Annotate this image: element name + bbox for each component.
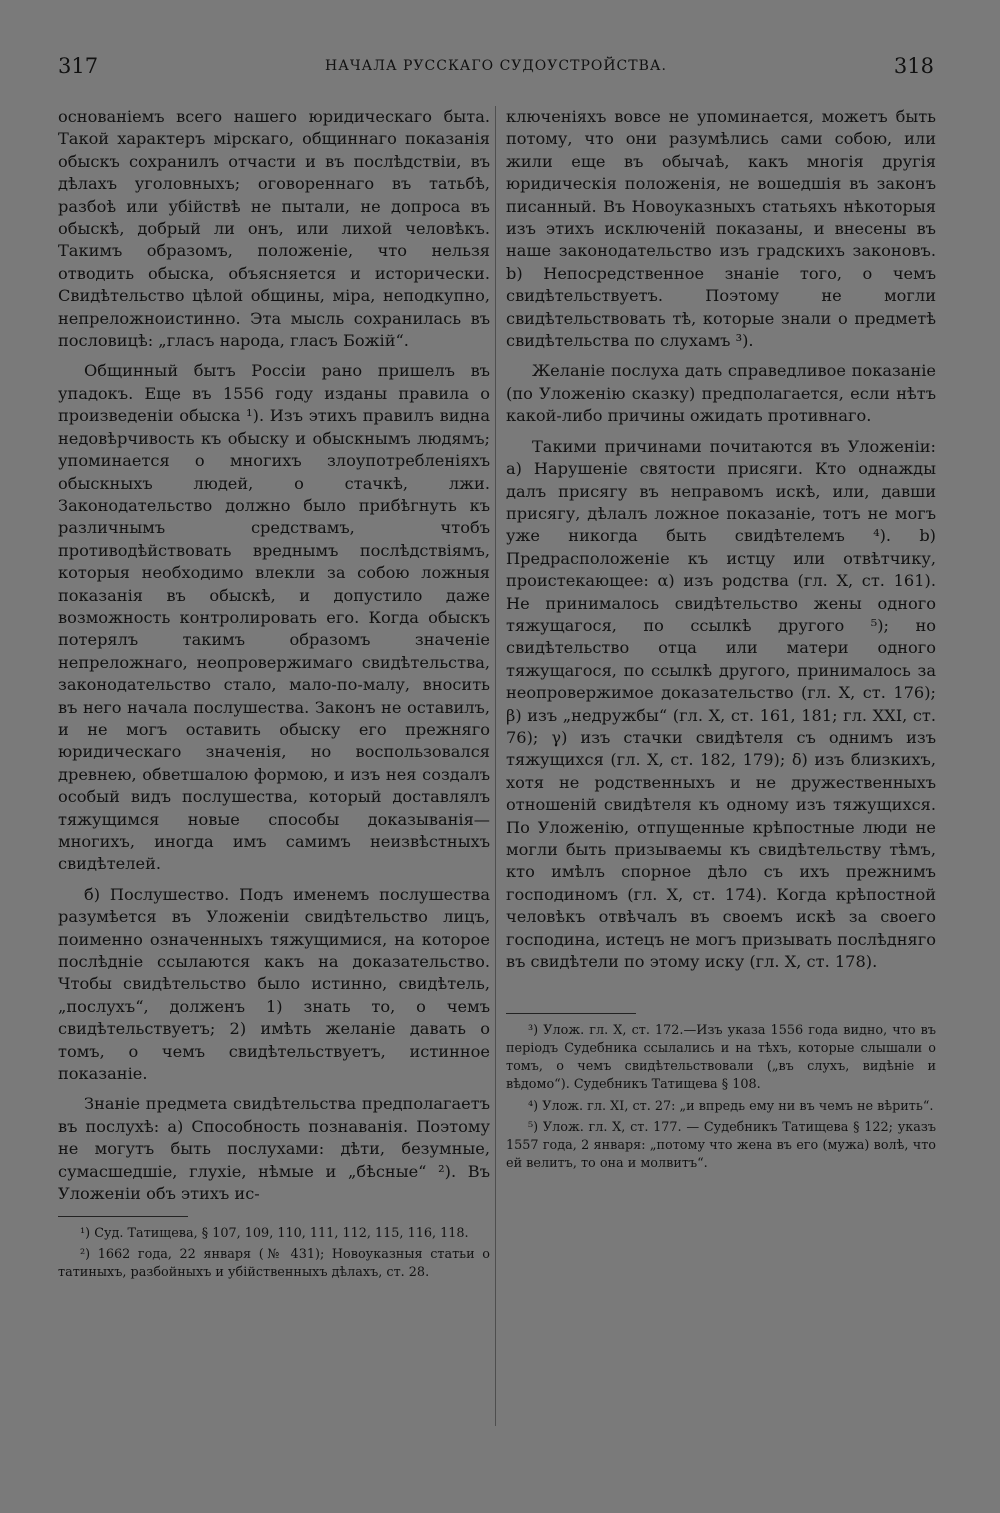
paragraph: ключеніяхъ вовсе не упоминается, можетъ быть потому, что они разумѣлись сами собою, или жили еще въ обычаѣ, какъ многія другія юридическія положенія, не вошедшія въ законъ писанный. Въ Новоуказныхъ статьяхъ нѣкоторыя изъ этихъ исключеній показаны, и внесены въ наше законодательство изъ градскихъ законовъ. b) Непосредственное знаніе того, о чемъ свидѣтельствуетъ. Поэтому не могли свидѣтельствовать тѣ, которые знали о предметѣ свидѣтельства по слухамъ ³).: [506, 107, 936, 351]
paragraph: Такими причинами почитаются въ Уложеніи: а) Нарушеніе святости присяги. Кто однажды далъ присягу въ неправомъ искѣ, или, давши присягу, дѣлалъ ложное показаніе, тотъ не могъ уже никогда быть свидѣтелемъ ⁴). b) Предрасположеніе къ истцу или отвѣтчику, проистекающее: α) изъ родства (гл. X, ст. 161). Не принималось свидѣтельство жены одного тяжущагося, по ссылкѣ другого ⁵); но свидѣтельство отца или матери одного тяжущагося, по ссылкѣ другого, принималось за неопровержимое доказательство (гл. X, ст. 176); β) изъ „недружбы“ (гл. X, ст. 161, 181; гл. XXI, ст. 76); γ) изъ стачки свидѣтеля съ однимъ изъ тяжущихся (гл. X, ст. 182, 179); δ) изъ близкихъ, хотя не родственныхъ и не дружественныхъ отношеній свидѣтеля къ одному изъ тяжущихся. По Уложенію, отпущенные крѣпостные люди не могли быть призываемы къ свидѣтельству тѣмъ, кто имѣлъ спорное дѣло съ ихъ прежнимъ господиномъ (гл. X, ст. 174). Когда крѣпостной человѣкъ отвѣчалъ въ своемъ искѣ за своего господина, истецъ не могъ призывать послѣдняго въ свидѣтели по этому иску (гл. X, ст. 178).: [506, 436, 936, 972]
paragraph: Знаніе предмета свидѣтельства предполагаетъ въ послухѣ: а) Способность познаванія. Поэтому не могутъ быть послухами: дѣти, безумные, сумасшедшіе, глухіе, нѣмые и „бѣсные“ ²). Въ Уложеніи объ этихъ ис-: [58, 1094, 490, 1204]
footnote-rule: [506, 1013, 636, 1014]
left-column: [58, 106, 490, 1286]
running-title: НАЧАЛА РУССКАГО СУДОУСТРОЙСТВА.: [325, 58, 667, 74]
right-page-number: 318: [893, 54, 934, 78]
right-column: [506, 106, 936, 1177]
footnote: ⁵) Улож. гл. X, ст. 177. — Судебникъ Татищева § 122; указъ 1557 года, 2 января: „потому что жена въ его (мужа) волѣ, что ей велитъ, то она и молвитъ“.: [506, 1120, 936, 1172]
footnote: ¹) Суд. Татищева, § 107, 109, 110, 111, 112, 115, 116, 118.: [80, 1225, 469, 1241]
footnote: ²) 1662 года, 22 января (№ 431); Новоуказныя статьи о татиныхъ, разбойныхъ и убійственныхъ дѣлахъ, ст. 28.: [58, 1247, 490, 1281]
footnote-rule: [58, 1216, 188, 1217]
page-header: [58, 54, 934, 84]
paragraph: Желаніе послуха дать справедливое показаніе (по Уложенію сказку) предполагается, если нѣтъ какой-либо причины ожидать противнаго.: [506, 361, 936, 426]
footnote: ⁴) Улож. гл. XI, ст. 27: „и впредь ему ни въ чемъ не вѣрить“.: [528, 1098, 934, 1114]
paragraph: б) Послушество. Подъ именемъ послушества разумѣется въ Уложеніи свидѣтельство лицъ, поименно означенныхъ тяжущимися, на которое послѣдніе ссылаются какъ на доказательство. Чтобы свидѣтельство было истинно, свидѣтель, „послухъ“, долженъ 1) знать то, о чемъ свидѣтельствуетъ; 2) имѣть желаніе давать о томъ, о чемъ свидѣтельствуетъ, истинное показаніе.: [58, 884, 490, 1084]
paragraph: основаніемъ всего нашего юридическаго быта. Такой характеръ мірскаго, общиннаго показанія обыскъ сохранилъ отчасти и въ послѣдствіи, въ дѣлахъ уголовныхъ; оговореннаго въ татьбѣ, разбоѣ или убійствѣ не пытали, не допроса въ обыскѣ, добрый ли онъ, или лихой человѣкъ. Такимъ образомъ, положеніе, что нельзя отводить обыска, объясняется и исторически. Свидѣтельство цѣлой общины, міра, неподкупно, непреложноистинно. Эта мысль сохранилась въ пословицѣ: „гласъ народа, гласъ Божій“.: [58, 107, 490, 351]
paragraph: Общинный бытъ Россіи рано пришелъ въ упадокъ. Еще въ 1556 году изданы правила о произведеніи обыска ¹). Изъ этихъ правилъ видна недовѣрчивость къ обыску и обыскнымъ людямъ; упоминается о многихъ злоупотребленіяхъ обыскныхъ людей, о стачкѣ, лжи. Законодательство должно было прибѣгнуть къ различнымъ средствамъ, чтобъ противодѣйствовать вреднымъ послѣдствіямъ, которыя необходимо влекли за собою ложныя показанія въ обыскѣ, и допустило даже возможность контролировать его. Когда обыскъ потерялъ такимъ образомъ значеніе непреложнаго, неопровержимаго свидѣтельства, законодательство стало, мало-по-малу, вносить въ него начала послушества. Законъ не оставилъ, и не могъ оставить обыску его прежняго юридическаго значенія, но воспользовался древнею, обветшалою формою, и изъ нея создалъ особый видъ послушества, который доставлялъ тяжущимся новые способы доказыванія—многихъ, иногда имъ самимъ неизвѣстныхъ свидѣтелей.: [58, 361, 490, 874]
left-page-number: 317: [58, 54, 99, 78]
left-footnotes: [58, 1216, 490, 1282]
right-footnotes: [506, 1013, 936, 1172]
column-divider: [495, 106, 496, 1426]
footnote: ³) Улож. гл. X, ст. 172.—Изъ указа 1556 года видно, что въ періодъ Судебника ссылались и на тѣхъ, которые слышали о томъ, о чемъ свидѣтельствовали („въ слухъ, видѣніе и вѣдомо“). Судебникъ Татищева § 108.: [506, 1023, 936, 1092]
